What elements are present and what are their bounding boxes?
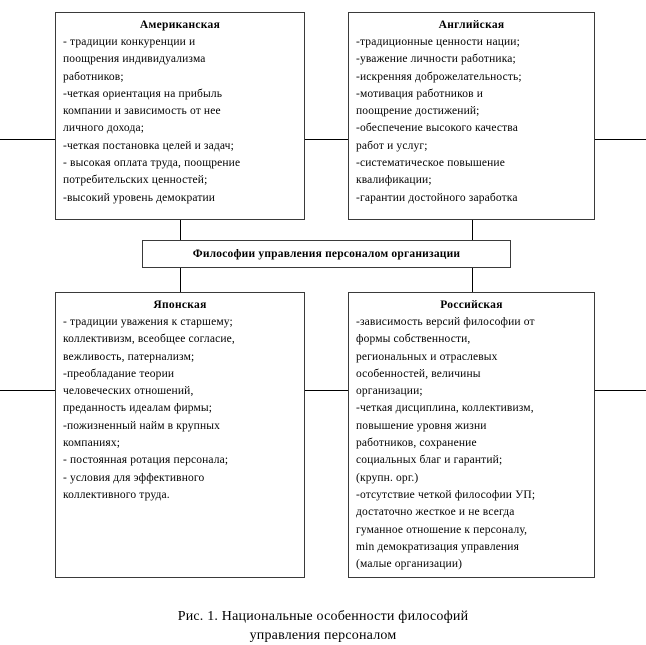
text-line: -зависимость версий философии от <box>356 316 535 328</box>
text-line: -обеспечение высокого качества <box>356 122 518 135</box>
figure-caption-line-1: Рис. 1. Национальные особенности философий <box>177 609 469 624</box>
text-line: -уважение личности работника; <box>356 53 516 66</box>
text-line: особенностей, величины <box>356 367 481 380</box>
box-japanese-lines <box>63 314 297 504</box>
text-line: -традиционные ценности нации; <box>356 36 520 48</box>
text-line: (малые организации) <box>356 558 463 571</box>
text-line: -четкая постановка целей и задач; <box>63 139 234 152</box>
box-russian <box>348 292 595 578</box>
text-line: компаниях; <box>63 437 121 450</box>
connector-american-to-center <box>180 220 181 241</box>
text-line: коллективного труда. <box>63 488 170 501</box>
text-line: компании и зависимость от нее <box>63 105 221 118</box>
text-line: -отсутствие четкой философии УП; <box>356 488 536 501</box>
text-line: региональных и отраслевых <box>356 350 498 363</box>
connector-left-bottom <box>0 390 56 391</box>
text-line: потребительских ценностей; <box>63 174 208 187</box>
text-line: формы собственности, <box>356 333 471 346</box>
box-english <box>348 12 595 220</box>
text-line: -высокий уровень демократии <box>63 191 216 204</box>
text-line: min демократизация управления <box>356 540 520 553</box>
text-line: -систематическое повышение <box>356 157 505 170</box>
text-line: квалификации; <box>356 174 432 187</box>
text-line: преданность идеалам фирмы; <box>63 402 213 415</box>
box-japanese <box>55 292 305 578</box>
text-line: социальных благ и гарантий; <box>356 454 503 467</box>
text-line: поощрения индивидуализма <box>63 53 206 66</box>
text-line: -искренняя доброжелательность; <box>356 70 522 83</box>
text-line: - высокая оплата труда, поощрение <box>63 157 241 170</box>
text-line: работников, сохранение <box>356 437 477 450</box>
box-american-lines <box>63 34 297 207</box>
text-line: вежливость, патернализм; <box>63 350 195 363</box>
figure-caption <box>0 607 646 645</box>
text-line: - традиции конкуренции и <box>63 36 196 48</box>
box-american <box>55 12 305 220</box>
connector-right-top <box>594 139 646 140</box>
text-line: (крупн. орг.) <box>356 471 419 484</box>
box-center-philosophies <box>142 240 511 268</box>
text-line: работников; <box>63 70 124 83</box>
connector-middle-top <box>304 139 349 140</box>
text-line: коллективизм, всеобщее согласие, <box>63 333 235 346</box>
connector-left-top <box>0 139 56 140</box>
box-american-content <box>56 13 304 211</box>
box-russian-title: Российская <box>440 299 503 311</box>
text-line: организации; <box>356 385 423 398</box>
connector-right-bottom <box>594 390 646 391</box>
text-line: повышение уровня жизни <box>356 419 487 432</box>
text-line: -мотивация работников и <box>356 87 484 100</box>
text-line: человеческих отношений, <box>63 385 194 398</box>
box-american-title: Американская <box>139 19 221 31</box>
figure-caption-line-2: управления персоналом <box>249 628 397 643</box>
text-line: работ и услуг; <box>356 139 428 152</box>
connector-center-to-russian <box>472 268 473 292</box>
text-line: -преобладание теории <box>63 367 175 380</box>
text-line: достаточно жесткое и не всегда <box>356 506 515 519</box>
text-line: - традиции уважения к старшему; <box>63 316 233 328</box>
box-english-title: Английская <box>438 19 505 31</box>
connector-center-to-japanese <box>180 268 181 292</box>
connector-middle-bottom <box>304 390 349 391</box>
box-english-content <box>349 13 594 211</box>
text-line: -четкая ориентация на прибыль <box>63 87 223 100</box>
box-russian-content <box>349 293 594 577</box>
center-title: Философии управления персоналом организации <box>192 248 461 260</box>
text-line: поощрение достижений; <box>356 105 480 118</box>
box-russian-lines <box>356 314 587 573</box>
box-japanese-content <box>56 293 304 508</box>
text-line: гуманное отношение к персоналу, <box>356 523 528 536</box>
text-line: -пожизненный найм в крупных <box>63 419 221 432</box>
text-line: -гарантии достойного заработка <box>356 191 518 204</box>
text-line: -четкая дисциплина, коллективизм, <box>356 402 534 415</box>
text-line: - условия для эффективного <box>63 471 205 484</box>
text-line: - постоянная ротация персонала; <box>63 454 229 467</box>
box-english-lines <box>356 34 587 207</box>
connector-english-to-center <box>472 220 473 241</box>
box-japanese-title: Японская <box>153 299 207 311</box>
text-line: личного дохода; <box>63 122 145 135</box>
